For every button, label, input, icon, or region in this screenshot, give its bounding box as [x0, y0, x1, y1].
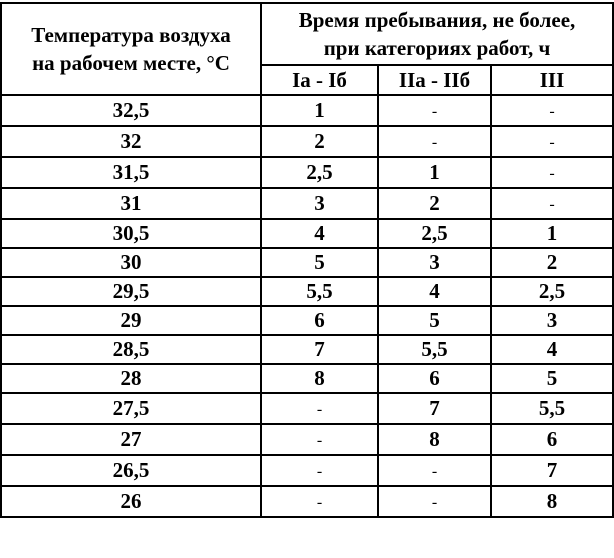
temperature-cell: 32,5 — [1, 95, 261, 126]
table-row — [1, 188, 613, 219]
hours-cell-c3: 2,5 — [491, 277, 613, 306]
hours-cell-c2: 2,5 — [378, 219, 491, 248]
hours-cell-c2: 2 — [378, 188, 491, 219]
hours-cell-c1: 7 — [261, 335, 378, 364]
hours-cell-c2 — [378, 486, 491, 517]
table-row — [1, 219, 613, 248]
hours-cell-c1: 1 — [261, 95, 378, 126]
hours-cell-c1: 5 — [261, 248, 378, 277]
empty-dash: - — [431, 103, 438, 120]
hours-cell-c2: 8 — [378, 424, 491, 455]
empty-dash: - — [431, 134, 438, 151]
table-row — [1, 95, 613, 126]
empty-dash: - — [431, 494, 438, 511]
hours-cell-c3: 2 — [491, 248, 613, 277]
table-row — [1, 157, 613, 188]
temperature-cell: 26,5 — [1, 455, 261, 486]
empty-dash: - — [549, 134, 555, 151]
hours-cell-c3 — [491, 157, 613, 188]
table-row — [1, 277, 613, 306]
hours-cell-c3: 7 — [491, 455, 613, 486]
hours-cell-c1 — [261, 424, 378, 455]
hours-cell-c2: 3 — [378, 248, 491, 277]
hours-cell-c3: 1 — [491, 219, 613, 248]
empty-dash: - — [549, 103, 555, 120]
table-row — [1, 424, 613, 455]
empty-dash: - — [316, 401, 323, 418]
hours-cell-c2 — [378, 455, 491, 486]
group-header-line2: при категориях работ, ч — [323, 36, 551, 60]
exposure-time-group-header — [261, 3, 613, 65]
hours-cell-c2 — [378, 95, 491, 126]
table-row — [1, 364, 613, 393]
hours-cell-c2: 6 — [378, 364, 491, 393]
hours-cell-c1: 4 — [261, 219, 378, 248]
empty-dash: - — [316, 432, 323, 449]
hours-cell-c3: 5,5 — [491, 393, 613, 424]
table-row — [1, 306, 613, 335]
table-row — [1, 455, 613, 486]
empty-dash: - — [431, 463, 438, 480]
empty-dash: - — [316, 494, 323, 511]
hours-cell-c3: 6 — [491, 424, 613, 455]
temperature-cell: 28,5 — [1, 335, 261, 364]
hours-cell-c3: 4 — [491, 335, 613, 364]
empty-dash: - — [549, 196, 555, 213]
temperature-cell: 30,5 — [1, 219, 261, 248]
hours-cell-c3 — [491, 126, 613, 157]
exposure-time-table — [0, 2, 614, 518]
table-row — [1, 248, 613, 277]
temperature-cell: 32 — [1, 126, 261, 157]
hours-cell-c3: 5 — [491, 364, 613, 393]
hours-cell-c3: 8 — [491, 486, 613, 517]
hours-cell-c2 — [378, 126, 491, 157]
temperature-cell: 27 — [1, 424, 261, 455]
hours-cell-c1 — [261, 455, 378, 486]
hours-cell-c3: 3 — [491, 306, 613, 335]
table-row — [1, 335, 613, 364]
hours-cell-c1 — [261, 393, 378, 424]
hours-cell-c1: 2 — [261, 126, 378, 157]
temperature-header-line2: на рабочем месте, °С — [32, 51, 230, 75]
hours-cell-c2: 5 — [378, 306, 491, 335]
table-row — [1, 486, 613, 517]
temperature-column-header — [1, 3, 261, 95]
hours-cell-c2: 7 — [378, 393, 491, 424]
hours-cell-c1: 2,5 — [261, 157, 378, 188]
hours-cell-c1: 8 — [261, 364, 378, 393]
temperature-cell: 29 — [1, 306, 261, 335]
temperature-cell: 30 — [1, 248, 261, 277]
category-header-3: III — [491, 65, 613, 95]
group-header-line1: Время пребывания, не более, — [298, 8, 576, 32]
hours-cell-c3 — [491, 95, 613, 126]
temperature-cell: 31,5 — [1, 157, 261, 188]
table-row — [1, 126, 613, 157]
category-header-2: IIа - IIб — [378, 65, 491, 95]
table-body — [1, 95, 613, 517]
hours-cell-c1: 3 — [261, 188, 378, 219]
temperature-cell: 26 — [1, 486, 261, 517]
empty-dash: - — [549, 165, 555, 182]
temperature-cell: 27,5 — [1, 393, 261, 424]
hours-cell-c1 — [261, 486, 378, 517]
hours-cell-c1: 6 — [261, 306, 378, 335]
hours-cell-c2: 1 — [378, 157, 491, 188]
temperature-cell: 31 — [1, 188, 261, 219]
hours-cell-c2: 5,5 — [378, 335, 491, 364]
temperature-header-line1: Температура воздуха — [31, 23, 231, 47]
temperature-cell: 28 — [1, 364, 261, 393]
empty-dash: - — [316, 463, 323, 480]
hours-cell-c2: 4 — [378, 277, 491, 306]
table-row — [1, 393, 613, 424]
hours-cell-c3 — [491, 188, 613, 219]
hours-cell-c1: 5,5 — [261, 277, 378, 306]
temperature-cell: 29,5 — [1, 277, 261, 306]
category-header-1: Iа - Iб — [261, 65, 378, 95]
